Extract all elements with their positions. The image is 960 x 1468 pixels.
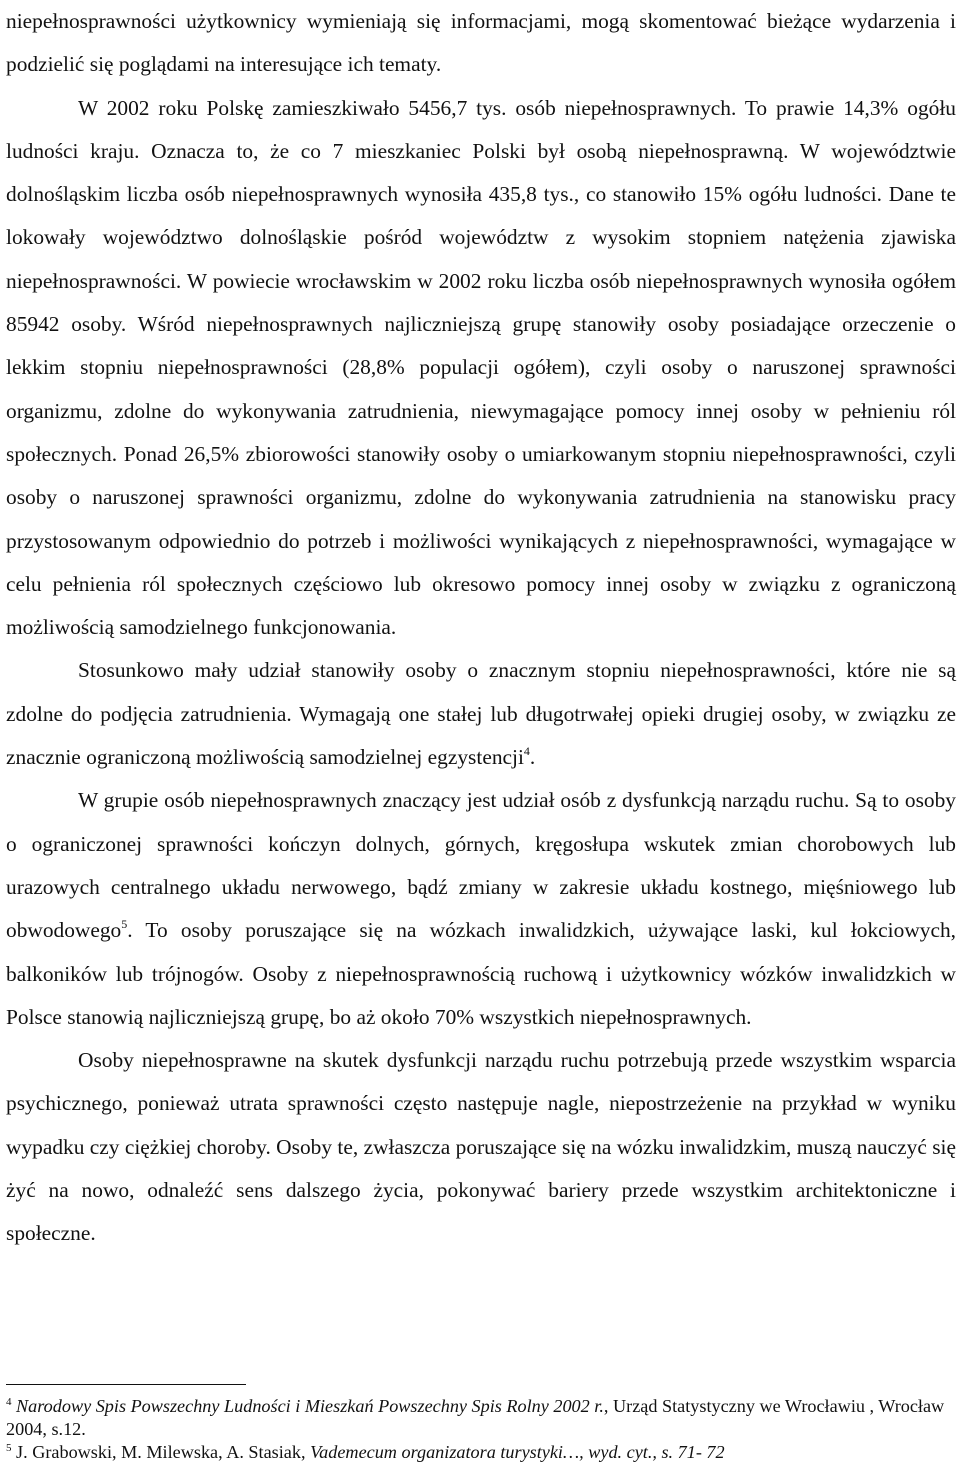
paragraph-2: W 2002 roku Polskę zamieszkiwało 5456,7 tys. osób niepełnosprawnych. To prawie 14,3% ogółu ludności kraju. Oznacza to, że co 7 mieszkaniec Polski był osobą niepełnosprawną. W województwie dolnośląskim liczba osób niepełnosprawnych wynosiła 435,8 tys., co stanowiło 15% ogółu ludności. Dane te lokowały województwo dolnośląskie pośród województw z wysokim stopniem natężenia zjawiska niepełnosprawności. W powiecie wrocławskim w 2002 roku liczba osób niepełnosprawnych wynosiła ogółem 85942 osoby. Wśród niepełnosprawnych najliczniejszą grupę stanowiły osoby posiadające orzeczenie o lekkim stopniu niepełnosprawności (28,8% populacji ogółem), czyli osoby o naruszonej sprawności organizmu, zdolne do wykonywania zatrudnienia, niewymagające pomocy innej osoby w pełnieniu ról społecznych. Ponad 26,5% zbiorowości stanowiły osoby o umiarkowanym stopniu niepełnosprawności, czyli osoby o naruszonej sprawności organizmu, zdolne do wykonywania zatrudnienia na stanowisku pracy przystosowanym odpowiednio do potrzeb i możliwości wynikających z niepełnosprawności, wymagające w celu pełnienia ról społecznych częściowo lub okresowo pomocy innej osoby w związku z ograniczoną możliwością samodzielnego funkcjonowania. xyxy=(6,95,956,640)
footnote-ref-4[interactable]: 4 xyxy=(523,744,530,759)
footnote-4-number: 4 xyxy=(6,1396,12,1408)
paragraph-4-text-a: W grupie osób niepełnosprawnych znaczący jest udział osób z dysfunkcją narządu ruchu. Są to osoby o ograniczonej sprawności kończyn dolnych, górnych, kręgosłupa wskutek zmian chorobowych lub urazowych centralnego układu nerwowego, bądź zmiany w zakresie układu kostnego, mięśniowego lub obwodowego xyxy=(6,788,956,943)
footnote-5-title: Vademecum organizatora turystyki…, wyd. cyt., s. 71- 72 xyxy=(310,1442,725,1462)
footnotes xyxy=(6,1384,956,1464)
footnote-5-number: 5 xyxy=(6,1442,12,1454)
footnote-4 xyxy=(6,1395,956,1441)
paragraph-3-end: . xyxy=(529,745,536,770)
paragraph-5: Osoby niepełnosprawne na skutek dysfunkcji narządu ruchu potrzebują przede wszystkim wsparcia psychicznego, ponieważ utrata sprawności często następuje nagle, niepostrzeżenie na przykład w wyniku wypadku czy ciężkiej choroby. Osoby te, zwłaszcza poruszające się na wózku inwalidzkim, muszą nauczyć się żyć na nowo, odnaleźć sens dalszego życia, pokonywać bariery przede wszystkim architektoniczne i społeczne. xyxy=(6,1048,956,1246)
paragraph-3 xyxy=(6,649,956,779)
paragraph-4-text-b: . To osoby poruszające się na wózkach inwalidzkich, używające laski, kul łokciowych, balkoników lub trójnogów. Osoby z niepełnosprawnością ruchową i użytkownicy wózków inwalidzkich w Polsce stanowią najliczniejszą grupę, bo aż około 70% wszystkich niepełnosprawnych. xyxy=(6,918,956,1029)
footnote-divider xyxy=(6,1384,246,1385)
paragraph-4 xyxy=(6,779,956,1039)
paragraph-3-text: Stosunkowo mały udział stanowiły osoby o znacznym stopniu niepełnosprawności, które nie są zdolne do podjęcia zatrudnienia. Wymagają one stałej lub długotrwałej opieki drugiej osoby, w związku ze znacznie ograniczoną możliwością samodzielnej egzystencji xyxy=(6,658,956,770)
paragraph-1: niepełnosprawności użytkownicy wymieniają się informacjami, mogą skomentować bieżące wydarzenia i podzielić się poglądami na interesujące ich tematy. xyxy=(6,9,956,77)
footnote-5 xyxy=(6,1441,956,1464)
document-page xyxy=(6,0,956,1256)
footnote-4-source: , Urząd Statystyczny we Wrocławiu , Wrocław 2004, s.12. xyxy=(6,1396,945,1439)
footnote-ref-5[interactable]: 5 xyxy=(121,917,128,932)
footnote-4-title: Narodowy Spis Powszechny Ludności i Mieszkań Powszechny Spis Rolny 2002 r. xyxy=(16,1396,604,1416)
footnote-5-authors: J. Grabowski, M. Milewska, A. Stasiak, xyxy=(16,1442,311,1462)
